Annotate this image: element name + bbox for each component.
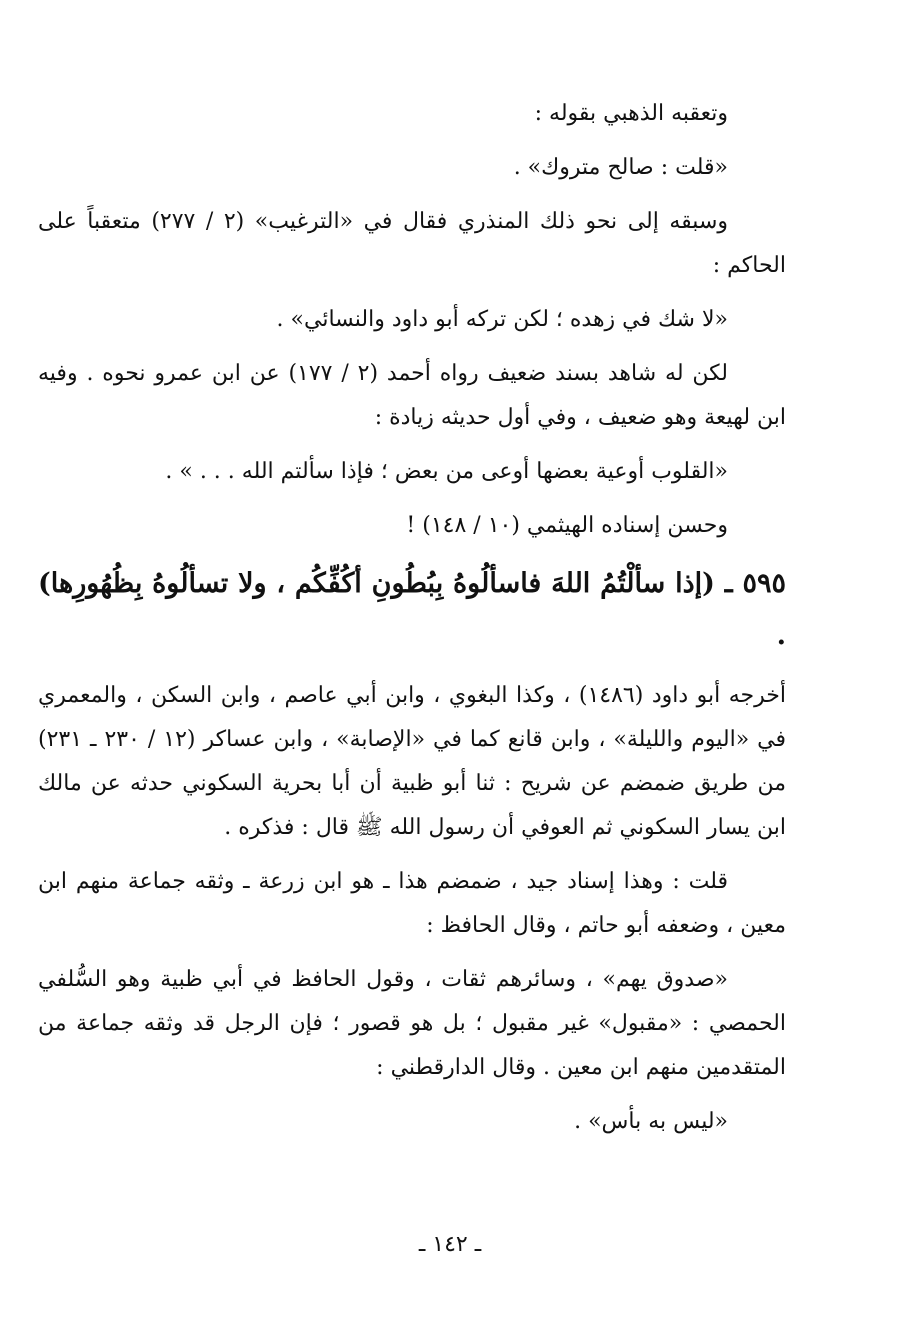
paragraph-dhahabi-intro: وتعقبه الذهبي بقوله :	[534, 101, 728, 126]
quote-qulub: «القلوب أوعية بعضها أوعى من بعض ؛ فإذا سألتم الله . . . » .	[165, 459, 728, 484]
paragraph-takhrij: أخرجه أبو داود (١٤٨٦) ، وكذا البغوي ، وابن أبي عاصم ، وابن السكن ، والمعمري في «اليوم والليلة» ، وابن قانع كما في «الإصابة» ، وابن عساكر (١٢ / ٢٣٠ ـ ٢٣١) من طريق ضمضم عن شريح : ثنا أبو ظبية أن أبا بحرية السكوني حدثه عن مالك ابن يسار السكوني ثم العوفي أن رسول الله ﷺ قال : فذكره .	[38, 683, 786, 840]
paragraph-isnad-judgement: قلت : وهذا إسناد جيد ، ضمضم هذا ـ هو ابن زرعة ـ وثقه جماعة منهم ابن معين ، وضعفه أبو حاتم ، وقال الحافظ :	[38, 869, 786, 938]
quote-mundhiri: «لا شك في زهده ؛ لكن تركه أبو داود والنسائي» .	[276, 307, 728, 332]
paragraph-shahid-ahmad: لكن له شاهد بسند ضعيف رواه أحمد (٢ / ١٧٧) عن ابن عمرو نحوه . وفيه ابن لهيعة وهو ضعيف ، وفي أول حديثه زيادة :	[38, 361, 786, 430]
hadith-heading-595: ٥٩٥ ـ (إذا سألْتُمُ اللهَ فاسألُوهُ بِبُطُونِ أكُفِّكُم ، ولا تسألُوهُ بِظُهُورِها) .	[38, 568, 786, 651]
paragraph-haythami: وحسن إسناده الهيثمي (١٠ / ١٤٨) !	[406, 513, 728, 538]
quote-dhahabi: «قلت : صالح متروك» .	[513, 155, 728, 180]
paragraph-mundhiri: وسبقه إلى نحو ذلك المنذري فقال في «الترغيب» (٢ / ٢٧٧) متعقباً على الحاكم :	[38, 209, 786, 278]
page-body	[38, 92, 786, 1154]
page-number: ـ ١٤٢ ـ	[418, 1232, 482, 1257]
quote-daraqutni: «ليس به بأس» .	[574, 1109, 728, 1134]
paragraph-hafiz-quote: «صدوق يهم» ، وسائرهم ثقات ، وقول الحافظ في أبي ظبية وهو السُّلفي الحمصي : «مقبول» غير مقبول ؛ بل هو قصور ؛ فإن الرجل قد وثقه جماعة من المتقدمين منهم ابن معين . وقال الدارقطني :	[38, 967, 786, 1080]
